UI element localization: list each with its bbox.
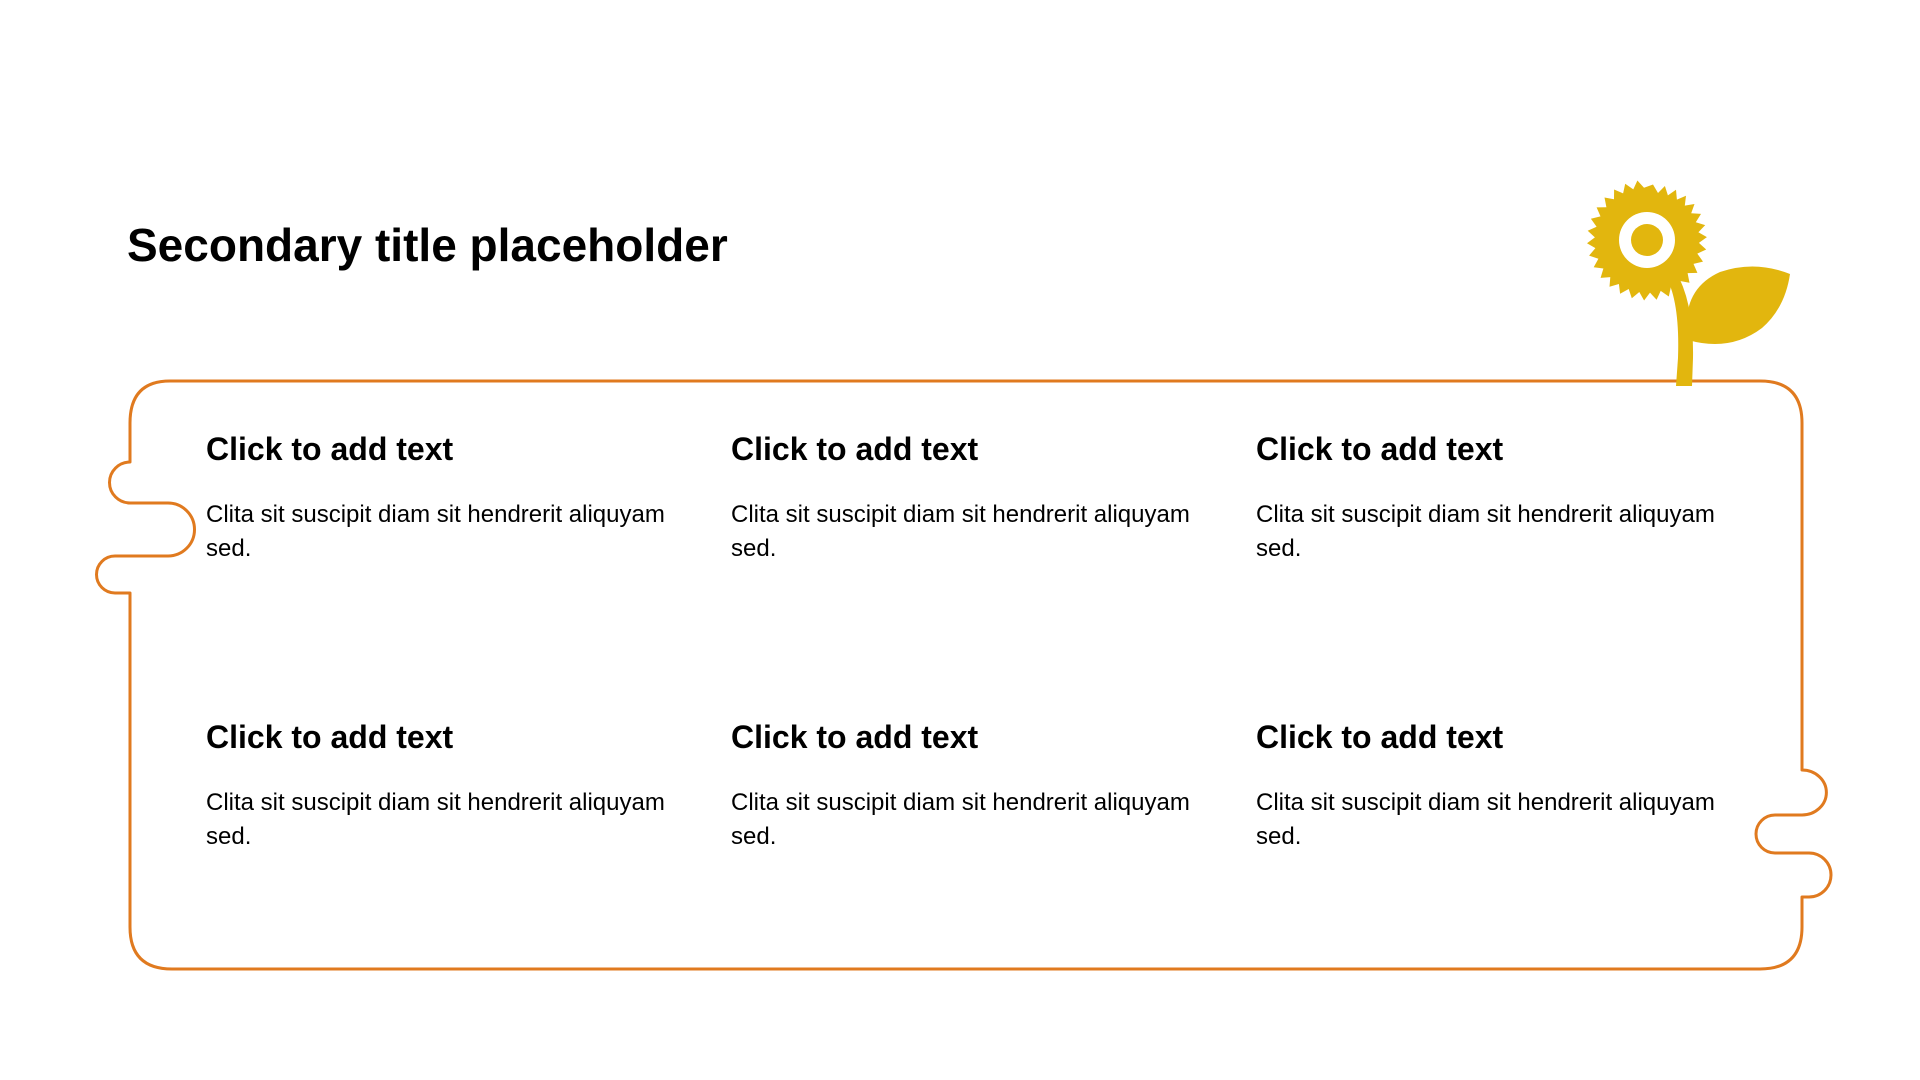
card-body[interactable]: Clita sit suscipit diam sit hendrerit aliquyam sed. — [731, 789, 1190, 851]
text-card[interactable] — [1256, 430, 1736, 566]
card-heading[interactable]: Click to add text — [731, 719, 979, 755]
flower-head — [1587, 181, 1707, 301]
text-grid — [206, 430, 1786, 900]
card-body[interactable]: Clita sit suscipit diam sit hendrerit aliquyam sed. — [1256, 789, 1715, 851]
text-card[interactable] — [731, 430, 1211, 566]
text-card[interactable] — [731, 718, 1211, 854]
card-heading[interactable]: Click to add text — [731, 431, 979, 467]
flower-icon — [1580, 180, 1790, 386]
card-body[interactable]: Clita sit suscipit diam sit hendrerit aliquyam sed. — [206, 789, 665, 851]
card-body[interactable]: Clita sit suscipit diam sit hendrerit aliquyam sed. — [1256, 501, 1715, 563]
card-heading[interactable]: Click to add text — [206, 719, 454, 755]
card-heading[interactable]: Click to add text — [206, 431, 454, 467]
text-card[interactable] — [1256, 718, 1736, 854]
card-body[interactable]: Clita sit suscipit diam sit hendrerit aliquyam sed. — [731, 501, 1190, 563]
card-heading[interactable]: Click to add text — [1256, 719, 1504, 755]
flower-stem — [1665, 266, 1790, 386]
text-card[interactable] — [206, 430, 686, 566]
text-card[interactable] — [206, 718, 686, 854]
slide-title[interactable]: Secondary title placeholder — [127, 219, 728, 271]
card-heading[interactable]: Click to add text — [1256, 431, 1504, 467]
card-body[interactable]: Clita sit suscipit diam sit hendrerit aliquyam sed. — [206, 501, 665, 563]
